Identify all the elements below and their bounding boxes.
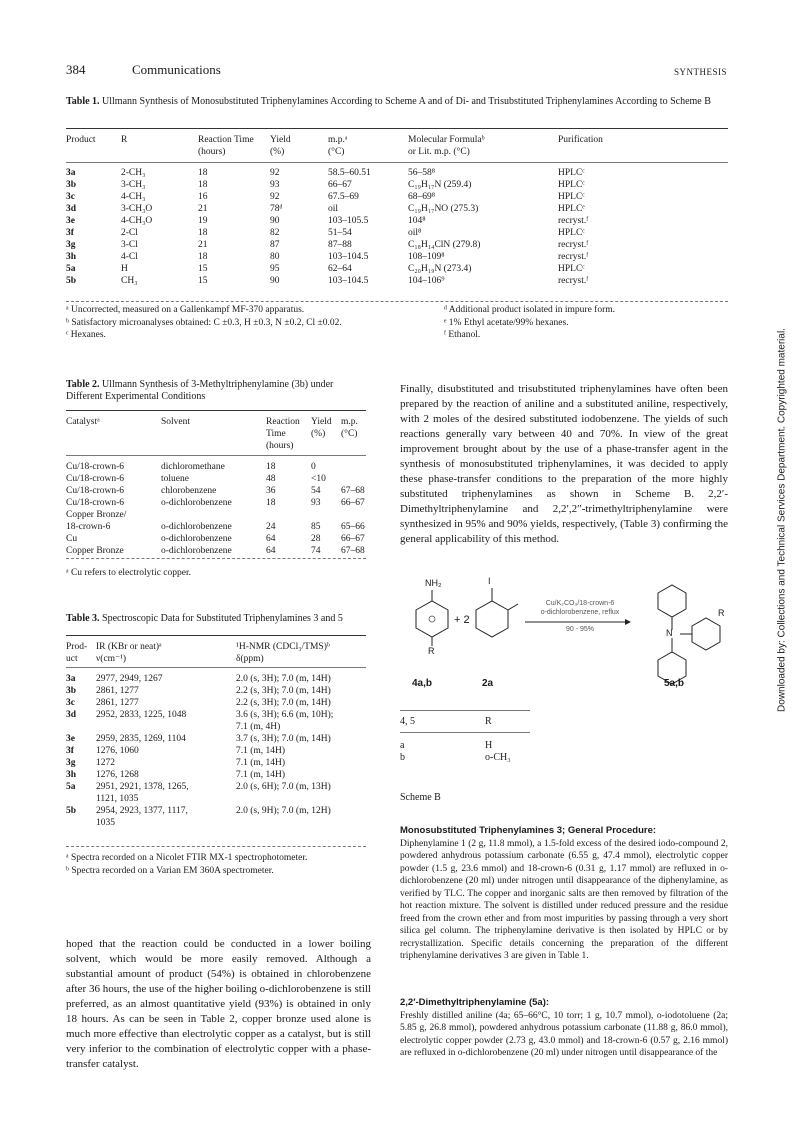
table-cell: 66–67 bbox=[328, 180, 352, 190]
table1-caption bbox=[66, 96, 728, 108]
table-header-cell: R bbox=[121, 135, 128, 145]
table-cell: HPLCᵉ bbox=[558, 204, 585, 214]
table-header-cell bbox=[66, 428, 161, 440]
table-cell: 3f bbox=[66, 746, 74, 756]
table-header-cell: Product bbox=[66, 135, 96, 145]
table-cell: 2954, 2923, 1377, 1117, bbox=[96, 806, 188, 816]
table-header-cell: IR (KBr or neat)ᵃ bbox=[96, 642, 162, 652]
footnote: ᵃ Spectra recorded on a Nicolet FTIR MX-1 spectrophotometer. bbox=[66, 853, 308, 863]
footnote: ᵇ Satisfactory microanalyses obtained: C ±0.3, H ±0.3, N ±0.2, Cl ±0.02. bbox=[66, 317, 342, 328]
reagents-line-3: 90 - 95% bbox=[565, 626, 595, 633]
table-header-row bbox=[66, 641, 366, 653]
table-cell: chlorobenzene bbox=[161, 486, 217, 496]
table-cell: HPLCᶜ bbox=[558, 180, 585, 190]
table-cell bbox=[66, 793, 96, 805]
table-cell: Cu/18-crown-6 bbox=[66, 462, 125, 472]
compound-5-label: 5a,b bbox=[664, 678, 685, 689]
table-row bbox=[66, 533, 371, 545]
table-header-cell bbox=[66, 146, 121, 158]
table-row bbox=[66, 239, 658, 251]
page-number: 384 bbox=[66, 62, 86, 77]
table-cell: 3e bbox=[66, 216, 75, 226]
table1-label: Table 1. bbox=[66, 96, 100, 107]
table-header-cell bbox=[558, 146, 658, 158]
table-header-cell: Prod- bbox=[66, 642, 88, 652]
table-row bbox=[66, 275, 658, 287]
table-row bbox=[66, 781, 366, 793]
table-cell: 1121, 1035 bbox=[96, 794, 139, 804]
table-cell: 95 bbox=[270, 264, 280, 274]
aniline-dot bbox=[429, 616, 435, 622]
table-cell: 93 bbox=[311, 498, 321, 508]
table-cell: o-dichlorobenzene bbox=[161, 546, 232, 556]
table-header-cell: ν(cm⁻¹) bbox=[96, 654, 127, 664]
table-cell: 3b bbox=[66, 686, 77, 696]
table-cell: 4-CH₃ bbox=[121, 192, 146, 202]
table-row bbox=[66, 769, 366, 781]
table1-caption-text: Ullmann Synthesis of Monosubstituted Triphenylamines According to Scheme A and of Di- and Trisubstituted Triphenylamines According to Scheme B bbox=[102, 96, 711, 107]
table-cell: 87–88 bbox=[328, 240, 352, 250]
table-cell bbox=[341, 509, 371, 521]
table2-label: Table 2. bbox=[66, 379, 100, 390]
table-cell bbox=[266, 509, 311, 521]
table-cell: 2861, 1277 bbox=[96, 686, 139, 696]
table2-header-rule bbox=[66, 455, 366, 456]
table-cell: 3c bbox=[66, 698, 75, 708]
table-row bbox=[66, 251, 658, 263]
table1-top-rule bbox=[66, 128, 728, 129]
table-cell: 2.0 (s, 9H); 7.0 (m, 12H) bbox=[236, 806, 331, 816]
table-cell bbox=[66, 721, 96, 733]
table-cell: o-dichlorobenzene bbox=[161, 522, 232, 532]
r-product-label: R bbox=[718, 608, 725, 618]
methyl-bond bbox=[508, 604, 518, 610]
left-column-paragraph: hoped that the reaction could be conducted in a lower boiling solvent, which would be more easily removed. Although a substantial amount of product (54%) is obtained in chlorobenzene after 36 hours, the use of the higher boiling o-dichlorobenzene is still preferred, as an almost quantitative yield (93%) is obtained in only 18 hours. As can be seen in Table 2, copper bronze used alone is much more effective than electrolytic copper as a catalyst, but is still very inferior to the combination of electrolytic copper with a phase-transfer catalyst. bbox=[66, 938, 371, 1070]
table-cell: 104⁸ bbox=[408, 216, 426, 226]
table-header-row bbox=[66, 440, 371, 452]
table-row bbox=[66, 497, 371, 509]
table-cell: 15 bbox=[198, 276, 208, 286]
table-header-cell bbox=[161, 428, 266, 440]
table-cell: 7.1 (m, 14H) bbox=[236, 758, 286, 768]
table-header-cell: Molecular Formulaᵇ bbox=[408, 135, 485, 145]
table2-caption bbox=[66, 379, 366, 403]
table-cell bbox=[161, 509, 266, 521]
table-row bbox=[66, 545, 371, 557]
table-cell: 56–58⁸ bbox=[408, 168, 436, 178]
legend-header-compound: 4, 5 bbox=[400, 716, 415, 727]
table-header-cell bbox=[311, 440, 341, 452]
product-ring-right bbox=[692, 618, 720, 650]
table-cell: Cu/18-crown-6 bbox=[66, 474, 125, 484]
table-row bbox=[66, 461, 371, 473]
table-cell: 3g bbox=[66, 758, 76, 768]
table-cell: 3d bbox=[66, 204, 77, 214]
table-row bbox=[66, 745, 366, 757]
table-cell: 2.2 (s, 3H); 7.0 (m, 14H) bbox=[236, 686, 331, 696]
table-cell: 3f bbox=[66, 228, 74, 238]
table-cell: 18-crown-6 bbox=[66, 522, 111, 532]
legend-mid-rule bbox=[400, 732, 530, 733]
table3-footnotes bbox=[66, 852, 376, 877]
table-cell: 19 bbox=[198, 216, 208, 226]
table-cell: 16 bbox=[198, 192, 208, 202]
compound-2-label: 2a bbox=[482, 678, 494, 689]
table-header-cell: (hours) bbox=[198, 147, 226, 157]
table-cell: 64 bbox=[266, 546, 276, 556]
table-cell: 3h bbox=[66, 252, 77, 262]
table1-footnotes-left bbox=[66, 304, 426, 342]
table-header-cell: (%) bbox=[270, 147, 285, 157]
table2 bbox=[66, 416, 371, 557]
table-cell: 18 bbox=[198, 252, 208, 262]
table-cell: 2-Cl bbox=[121, 228, 138, 238]
footnote: ᵃ Uncorrected, measured on a Gallenkampf MF-370 apparatus. bbox=[66, 305, 305, 315]
table3-bottom-rule bbox=[66, 846, 366, 847]
table-cell: 0 bbox=[311, 462, 316, 472]
table-row bbox=[66, 733, 366, 745]
table-cell bbox=[96, 721, 236, 733]
table-header-cell: uct bbox=[66, 654, 78, 664]
table-header-cell bbox=[66, 440, 161, 452]
right-column-paragraph: Finally, disubstituted and trisubstituted triphenylamines have often been prepared by the reaction of aniline and a substituted aniline, respectively, with 2 moles of the desired substituted iodobenzene. The yields of such reactions generally vary between 40 and 70%. In view of the great improvement brought about by the use of a phase-transfer agent in the synthesis of monosubstituted triphenylamines, it was decided to apply these phase-transfer conditions to the preparation of the more highly substituted triphenylamines as shown in Scheme B. 2,2′-Dimethyltriphenylamine and 2,2′,2″-trimethyltriphenylamine were synthesized in 95% and 90% yields, respectively, (Table 3) confirming the general applicability of this method. bbox=[400, 383, 728, 545]
table-cell: 85 bbox=[311, 522, 321, 532]
table-cell: HPLCᶜ bbox=[558, 168, 585, 178]
table-header-row bbox=[66, 428, 371, 440]
footnote: ᶠ Ethanol. bbox=[444, 330, 481, 340]
reagents-line-2: o-dichlorobenzene, reflux bbox=[540, 609, 620, 616]
table-cell: 82 bbox=[270, 228, 280, 238]
table-cell: 68–69⁸ bbox=[408, 192, 436, 202]
table-cell: 1035 bbox=[96, 818, 115, 828]
table-cell: 2.0 (s, 3H); 7.0 (m, 14H) bbox=[236, 674, 331, 684]
table-header-cell bbox=[121, 146, 198, 158]
table-cell: Copper Bronze bbox=[66, 546, 124, 556]
table-cell: 24 bbox=[266, 522, 276, 532]
table-cell: 62–64 bbox=[328, 264, 352, 274]
table-cell bbox=[236, 817, 366, 829]
table-cell: 66–67 bbox=[341, 534, 365, 544]
table-cell: 28 bbox=[311, 534, 321, 544]
table-cell: 51–54 bbox=[328, 228, 352, 238]
iodotoluene-ring bbox=[476, 601, 508, 637]
table-header-cell: (°C) bbox=[341, 429, 358, 439]
plus-two: + 2 bbox=[454, 614, 470, 626]
table-cell: 67–68 bbox=[341, 486, 365, 496]
table-row bbox=[66, 485, 371, 497]
table-cell: 18 bbox=[198, 180, 208, 190]
table-cell: <10 bbox=[311, 474, 326, 484]
table-cell: 3h bbox=[66, 770, 77, 780]
table-cell: 58.5–60.51 bbox=[328, 168, 371, 178]
procedure-2-title: 2,2′-Dimethyltriphenylamine (5a): bbox=[400, 997, 550, 1008]
table1 bbox=[66, 134, 658, 287]
table-header-cell: Yield bbox=[270, 135, 291, 145]
table-cell: 3a bbox=[66, 674, 76, 684]
table-cell: 18 bbox=[266, 498, 276, 508]
table3-label: Table 3. bbox=[66, 613, 100, 624]
table-cell: 3.7 (s, 3H); 7.0 (m, 14H) bbox=[236, 734, 331, 744]
table-cell: 3.6 (s, 3H); 6.6 (m, 10H); bbox=[236, 710, 334, 720]
table-cell: 5b bbox=[66, 806, 77, 816]
table-cell: C₁₉H₁₇NO (275.3) bbox=[408, 204, 479, 214]
aniline-ring bbox=[416, 601, 448, 637]
table-cell: 48 bbox=[266, 474, 276, 484]
table-cell bbox=[341, 473, 371, 485]
table-cell: C₁₈H₁₄ClN (279.8) bbox=[408, 240, 481, 250]
table-cell: 18 bbox=[198, 168, 208, 178]
table-header-cell: Time bbox=[266, 429, 286, 439]
compound-4-label: 4a,b bbox=[412, 678, 433, 689]
legend-row-a-r: H bbox=[485, 740, 493, 751]
table-cell: 3b bbox=[66, 180, 77, 190]
r-label: R bbox=[428, 646, 435, 656]
table-header-cell: Reaction bbox=[266, 417, 300, 427]
table-cell: 67–68 bbox=[341, 546, 365, 556]
table-cell: 3d bbox=[66, 710, 77, 720]
legend-row-a-id: a bbox=[400, 740, 405, 751]
table-row bbox=[66, 179, 658, 191]
section-title: Communications bbox=[132, 62, 221, 77]
table-row bbox=[66, 509, 371, 521]
footnote: ᵈ Additional product isolated in impure form. bbox=[444, 305, 616, 315]
journal-name: SYNTHESIS bbox=[673, 67, 727, 77]
table-cell: 64 bbox=[266, 534, 276, 544]
table-cell: CH₃ bbox=[121, 276, 138, 286]
table-header-row bbox=[66, 653, 366, 665]
table1-bottom-rule bbox=[66, 301, 728, 302]
footnote: ᶜ Hexanes. bbox=[66, 330, 106, 340]
table-row bbox=[66, 263, 658, 275]
scheme-b bbox=[400, 576, 735, 817]
table-header-cell: or Lit. m.p. (°C) bbox=[408, 147, 470, 157]
table-header-cell bbox=[161, 440, 266, 452]
table-row bbox=[66, 757, 366, 769]
table-cell: 2.0 (s, 6H); 7.0 (m, 13H) bbox=[236, 782, 331, 792]
footnote: ᵉ 1% Ethyl acetate/99% hexanes. bbox=[444, 317, 569, 328]
table-cell: 18 bbox=[266, 462, 276, 472]
table-header-cell: (%) bbox=[311, 429, 326, 439]
table-cell: toluene bbox=[161, 474, 189, 484]
table3-caption-text: Spectroscopic Data for Substituted Triphenylamines 3 and 5 bbox=[102, 613, 343, 624]
table-header-cell: m.p.ᵃ bbox=[328, 135, 348, 145]
table-cell: 36 bbox=[266, 486, 276, 496]
table-cell: 103–105.5 bbox=[328, 216, 369, 226]
table-row bbox=[66, 793, 366, 805]
table-cell: 103–104.5 bbox=[328, 252, 369, 262]
table1-footnotes-right bbox=[444, 304, 734, 342]
scheme-label: Scheme B bbox=[400, 792, 441, 803]
table-row bbox=[66, 191, 658, 203]
table-cell: 78ᵈ bbox=[270, 204, 283, 214]
table-cell: recryst.ᶠ bbox=[558, 240, 589, 250]
footnote: ᵇ Spectra recorded on a Varian EM 360A spectrometer. bbox=[66, 865, 274, 876]
procedure-1-title: Monosubstituted Triphenylamines 3; General Procedure: bbox=[400, 825, 657, 836]
table-cell: C₂₀H₁₉N (273.4) bbox=[408, 264, 472, 274]
table-cell: 2951, 2921, 1378, 1265, bbox=[96, 782, 189, 792]
table3-header-rule bbox=[66, 667, 366, 668]
table-cell: dichloromethane bbox=[161, 462, 225, 472]
table-cell: 108–109⁸ bbox=[408, 252, 445, 262]
table-cell: 3c bbox=[66, 192, 75, 202]
table3-top-rule bbox=[66, 635, 366, 636]
table-header-cell: (hours) bbox=[266, 441, 294, 451]
table-cell: 21 bbox=[198, 240, 208, 250]
table-cell: 1272 bbox=[96, 758, 115, 768]
n-label: N bbox=[666, 628, 673, 638]
reaction-arrowhead bbox=[625, 619, 631, 625]
table-cell: 3g bbox=[66, 240, 76, 250]
table-cell: 2952, 2833, 1225, 1048 bbox=[96, 710, 187, 720]
table-cell: 2-CH₃ bbox=[121, 168, 146, 178]
table-row bbox=[66, 473, 371, 485]
procedure-1-body: Diphenylamine 1 (2 g, 11.8 mmol), a 1.5-fold excess of the desired iodo-compound 2, powdered anhydrous potassium carbonate (6.55 g, 47.4 mmol), electrolytic copper powder (1.5 g, 23.6 mmol) and 18-crown-6 (0.31 g, 1.17 mmol) are refluxed in o-dichlorobenzene (20 ml) under nitrogen until disappearance of the diphenylamine, as verified by TLC. The copper and inorganic salts are then removed by filtration of the hot reaction mixture. The solvent is distilled under reduced pressure and the residue freed from the crown ether and from most impurities by passing through a very short silica gel column. The triphenylamine derivative is then isolated by HPLC or by recrystallization. Specific details concerning the preparation of the different triphenylamine derivatives 3 are given in Table 1. bbox=[400, 838, 728, 961]
nh2-label: NH₂ bbox=[425, 578, 442, 588]
table-cell: Cu bbox=[66, 534, 78, 544]
table-row bbox=[66, 521, 371, 533]
table-cell bbox=[341, 461, 371, 473]
table-row bbox=[66, 685, 366, 697]
table-row bbox=[66, 227, 658, 239]
table-cell: oil⁸ bbox=[408, 228, 422, 238]
table-cell: H bbox=[121, 264, 128, 274]
table-header-cell: Catalystᵃ bbox=[66, 417, 100, 427]
table-cell: 7.1 (m, 14H) bbox=[236, 746, 286, 756]
table-cell: 4-Cl bbox=[121, 252, 138, 262]
table-cell: 54 bbox=[311, 486, 321, 496]
table-row bbox=[66, 709, 366, 721]
table-cell: HPLCᶜ bbox=[558, 192, 585, 202]
table-cell: 4-CH₃O bbox=[121, 216, 153, 226]
table-row bbox=[66, 167, 658, 179]
table-cell bbox=[66, 817, 96, 829]
table-cell: 7.1 (m, 14H) bbox=[236, 770, 286, 780]
table-cell: 74 bbox=[311, 546, 321, 556]
table-cell: 2977, 2949, 1267 bbox=[96, 674, 163, 684]
table-header-cell: Solvent bbox=[161, 417, 191, 427]
procedure-2 bbox=[400, 997, 728, 1060]
table-cell: 103–104.5 bbox=[328, 276, 369, 286]
table-cell: 92 bbox=[270, 168, 280, 178]
table-cell: recryst.ᶠ bbox=[558, 276, 589, 286]
table-cell: recryst.ᶠ bbox=[558, 252, 589, 262]
table-cell: 7.1 (m, 4H) bbox=[236, 722, 281, 732]
table-cell: 104–106⁹ bbox=[408, 276, 445, 286]
table-cell: Copper Bronze/ bbox=[66, 510, 127, 520]
table-header-row bbox=[66, 416, 371, 428]
legend-row-b-id: b bbox=[400, 752, 405, 763]
table-header-cell: (°C) bbox=[328, 147, 345, 157]
table-cell: 2861, 1277 bbox=[96, 698, 139, 708]
table-cell: 2959, 2835, 1269, 1104 bbox=[96, 734, 186, 744]
table-cell: 18 bbox=[198, 228, 208, 238]
reagents-line-1: Cu/K₂CO₃/18-crown-6 bbox=[545, 600, 615, 607]
procedure-2-body: Freshly distilled aniline (4a; 65–66°C, 10 torr; 1 g, 10.7 mmol), o-iodotoluene (2a; 5.85 g, 26.8 mmol), powdered anhydrous potassium carbonate (11.88 g, 86.0 mmol), electrolytic copper powder (2.73 g, 43.0 mmol) and 18-crown-6 (0.57 g, 2.16 mmol) are refluxed in o-dichlorobenzene (20 ml) under nitrogen until disappearance of the bbox=[400, 1010, 728, 1058]
table-header-cell bbox=[341, 440, 371, 452]
table-row bbox=[66, 673, 366, 685]
table-header-cell: δ(ppm) bbox=[236, 654, 264, 664]
table3-caption bbox=[66, 613, 366, 625]
table-cell: 3a bbox=[66, 168, 76, 178]
legend-top-rule bbox=[400, 710, 530, 711]
table-cell: 3-Cl bbox=[121, 240, 138, 250]
legend-row-b-r: o-CH₃ bbox=[485, 752, 511, 763]
table-cell: 15 bbox=[198, 264, 208, 274]
table-cell: 66–67 bbox=[341, 498, 365, 508]
table1-header-rule bbox=[66, 162, 728, 163]
product-ring-top bbox=[658, 585, 686, 617]
table-cell bbox=[311, 509, 341, 521]
table-cell: o-dichlorobenzene bbox=[161, 534, 232, 544]
table3 bbox=[66, 641, 366, 829]
table-cell: 80 bbox=[270, 252, 280, 262]
table-header-cell: Purification bbox=[558, 135, 603, 145]
table-cell: 5a bbox=[66, 782, 76, 792]
table-cell: 87 bbox=[270, 240, 280, 250]
table-row bbox=[66, 805, 366, 817]
table-cell: 1276, 1268 bbox=[96, 770, 139, 780]
legend-header-r: R bbox=[485, 716, 492, 727]
table-header-cell: Yield bbox=[311, 417, 332, 427]
table-cell: 90 bbox=[270, 276, 280, 286]
table-cell bbox=[236, 793, 366, 805]
table-header-row bbox=[66, 146, 658, 158]
table-cell: 3-CH₃O bbox=[121, 204, 153, 214]
table-cell: 3-CH₃ bbox=[121, 180, 146, 190]
table-cell: Cu/18-crown-6 bbox=[66, 486, 125, 496]
table-cell: 67.5–69 bbox=[328, 192, 359, 202]
table-cell: 5a bbox=[66, 264, 76, 274]
table-header-cell: m.p. bbox=[341, 417, 358, 427]
table-header-cell: Reaction Time bbox=[198, 135, 254, 145]
table-spacer bbox=[66, 452, 371, 461]
table-row bbox=[66, 721, 366, 733]
table2-caption-text: Ullmann Synthesis of 3-Methyltriphenylamine (3b) under Different Experimental Conditions bbox=[66, 379, 334, 402]
table-row bbox=[66, 697, 366, 709]
table-cell: oil bbox=[328, 204, 339, 214]
procedure-1 bbox=[400, 825, 728, 963]
table2-bottom-rule bbox=[66, 558, 366, 559]
table-row bbox=[66, 203, 658, 215]
table-cell: 92 bbox=[270, 192, 280, 202]
table-cell: 5b bbox=[66, 276, 77, 286]
table-cell: 2.2 (s, 3H); 7.0 (m, 14H) bbox=[236, 698, 331, 708]
table-cell: o-dichlorobenzene bbox=[161, 498, 232, 508]
table-cell: C₁₉H₁₇N (259.4) bbox=[408, 180, 472, 190]
table-cell: 21 bbox=[198, 204, 208, 214]
table-row bbox=[66, 215, 658, 227]
table-cell: 90 bbox=[270, 216, 280, 226]
table-cell: 3e bbox=[66, 734, 75, 744]
table-cell: HPLCᶜ bbox=[558, 264, 585, 274]
table-cell: 65–66 bbox=[341, 522, 365, 532]
table2-footnote: ᵃ Cu refers to electrolytic copper. bbox=[66, 568, 191, 578]
table-cell: Cu/18-crown-6 bbox=[66, 498, 125, 508]
table-cell: 1276, 1060 bbox=[96, 746, 139, 756]
table-header-row bbox=[66, 134, 658, 146]
download-notice: Downloaded by: Collections and Technical Services Department. Copyrighted material. bbox=[776, 328, 788, 712]
table-cell: 93 bbox=[270, 180, 280, 190]
table-header-cell: ¹H-NMR (CDCl₃/TMS)ᵇ bbox=[236, 642, 330, 652]
table-cell: HPLCᶜ bbox=[558, 228, 585, 238]
table-row bbox=[66, 817, 366, 829]
iodine-label: I bbox=[488, 576, 491, 586]
table-cell: recryst.ᶠ bbox=[558, 216, 589, 226]
table2-top-rule bbox=[66, 410, 366, 411]
